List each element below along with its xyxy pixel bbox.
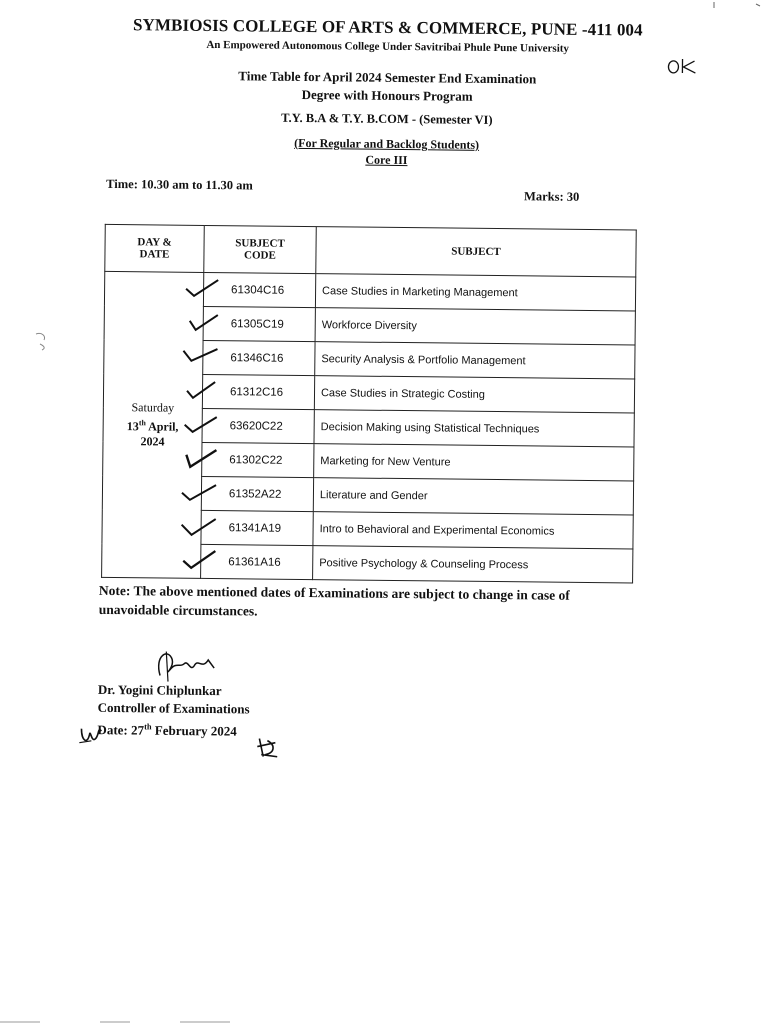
subject-code-cell bbox=[201, 510, 313, 545]
weekday: Saturday bbox=[131, 400, 175, 415]
scan-edge-icon bbox=[0, 1014, 320, 1024]
exam-time: Time: 10.30 am to 11.30 am bbox=[106, 176, 253, 193]
date-line-2: 2024 bbox=[140, 434, 165, 449]
check-mark-icon bbox=[181, 345, 221, 367]
subject-name-cell: Case Studies in Marketing Management bbox=[315, 274, 635, 311]
signatory-name: Dr. Yogini Chiplunkar bbox=[97, 681, 222, 699]
check-mark-icon bbox=[181, 413, 221, 435]
check-mark-icon bbox=[180, 481, 220, 503]
exam-note: Note: The above mentioned dates of Examinations are subject to change in case of unavoidable circumstances. bbox=[98, 582, 570, 619]
subject-code: 61302C22 bbox=[229, 453, 283, 467]
subject-name-cell: Decision Making using Statistical Techniques bbox=[314, 410, 634, 447]
check-mark-icon bbox=[182, 311, 222, 333]
subject-name-cell: Case Studies in Strategic Costing bbox=[314, 376, 634, 413]
date-line-1: 13th April, bbox=[126, 418, 179, 434]
subject-name-cell: Workforce Diversity bbox=[315, 308, 635, 345]
timetable bbox=[101, 224, 637, 584]
subject-code: 61305C19 bbox=[230, 317, 284, 331]
document-title: Time Table for April 2024 Semester End Examination bbox=[238, 68, 537, 87]
classes-text: T.Y. B.A & T.Y. B.COM - (Semester VI) bbox=[281, 110, 493, 127]
subject-code: 63620C22 bbox=[229, 419, 283, 433]
header-code-line2: CODE bbox=[244, 249, 276, 262]
scan-speck-icon bbox=[32, 330, 52, 352]
subject-code-cell bbox=[203, 306, 315, 341]
check-mark-icon bbox=[180, 515, 220, 537]
program-name: Degree with Honours Program bbox=[301, 86, 473, 104]
handwritten-initials-icon bbox=[77, 721, 105, 749]
scan-speck-icon bbox=[712, 0, 762, 12]
header-code-line1: SUBJECT bbox=[235, 237, 285, 250]
subject-code: 61361A16 bbox=[228, 555, 281, 569]
college-name: SYMBIOSIS COLLEGE OF ARTS & COMMERCE, PUNE -411 004 bbox=[132, 15, 643, 40]
table-header-row bbox=[105, 224, 636, 277]
header-day-date bbox=[105, 224, 204, 272]
subject-code-cell bbox=[202, 374, 314, 409]
subject-code: 61352A22 bbox=[228, 487, 282, 501]
exam-marks: Marks: 30 bbox=[524, 189, 580, 204]
header-day-date-line1: DAY & bbox=[137, 236, 172, 249]
check-mark-icon bbox=[179, 549, 219, 571]
header-subject-code bbox=[204, 225, 316, 273]
subject-code: 61341A19 bbox=[228, 521, 282, 535]
signatory-designation: Controller of Examinations bbox=[97, 699, 250, 717]
signature-icon bbox=[150, 645, 220, 686]
subject-code-cell bbox=[202, 442, 314, 477]
subject-code: 61312C16 bbox=[229, 385, 284, 399]
signatory-date: Date: 27th February 2024 bbox=[97, 721, 237, 739]
check-mark-icon bbox=[181, 379, 221, 401]
subject-name-cell: Marketing for New Venture bbox=[314, 444, 634, 481]
handwritten-mark-icon bbox=[253, 734, 281, 760]
subject-code-cell bbox=[201, 544, 313, 579]
students-line: (For Regular and Backlog Students) bbox=[294, 135, 480, 152]
subject-name-cell: Literature and Gender bbox=[313, 478, 633, 515]
check-mark-icon bbox=[182, 277, 222, 299]
header-subject: SUBJECT bbox=[316, 227, 636, 277]
subject-code-cell bbox=[203, 272, 315, 307]
subject-code-cell bbox=[203, 340, 315, 375]
signatory-block bbox=[97, 681, 250, 741]
subject-name-cell: Positive Psychology & Counseling Process bbox=[313, 546, 633, 583]
table-row bbox=[104, 271, 635, 311]
classes-line bbox=[102, 109, 672, 130]
header-day-date-line2: DATE bbox=[139, 248, 170, 261]
subject-code: 61304C16 bbox=[231, 283, 285, 297]
subject-code-cell bbox=[202, 408, 314, 443]
check-mark-icon bbox=[180, 447, 220, 469]
subject-code: 61346C16 bbox=[230, 351, 284, 365]
handwritten-ok-icon bbox=[666, 57, 700, 75]
subject-name-cell: Security Analysis & Portfolio Management bbox=[315, 342, 635, 379]
subject-name-cell: Intro to Behavioral and Experimental Economics bbox=[313, 512, 633, 549]
college-affiliation: An Empowered Autonomous College Under Savitribai Phule Pune University bbox=[206, 38, 570, 55]
core-line: Core III bbox=[365, 152, 408, 168]
subject-code-cell bbox=[201, 476, 313, 511]
